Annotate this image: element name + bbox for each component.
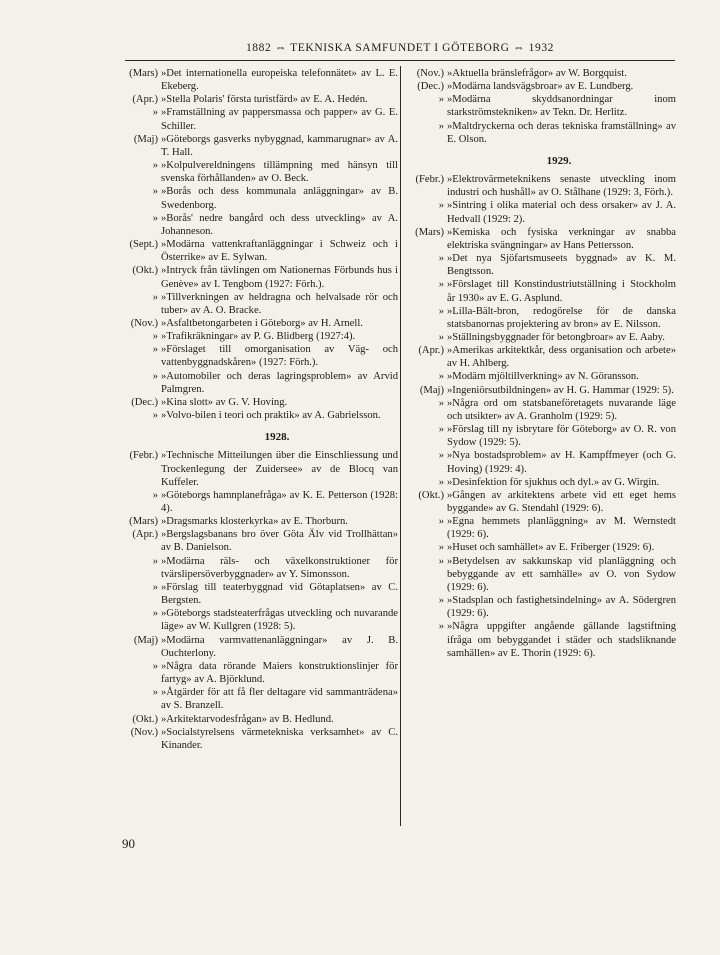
entry-text: »Förslaget till Konstindustriutställning i Stockholm år 1930» av E. G. Asplund.: [447, 279, 676, 304]
entry-month: (Nov.): [130, 726, 158, 738]
entry-text: »Några ord om statsbaneföretagets nuvarande läge och utsikter» av A. Granholm (1929: 5).: [447, 397, 676, 422]
list-item: [404, 384, 676, 397]
list-item: [404, 67, 676, 80]
entry-month: »: [152, 687, 158, 699]
entry-text: »Stadsplan och fastighetsindelning» av A. Södergren (1929: 6).: [447, 595, 676, 620]
entry-month: (Okt.): [132, 713, 158, 725]
entry-text: »Borås och dess kommunala anläggningar» av B. Swedenborg.: [161, 186, 398, 211]
entry-text: »Göteborgs hamnplanefråga» av K. E. Petterson (1928: 4).: [161, 489, 398, 514]
list-item: [118, 713, 398, 726]
entry-text: »Bergslagsbanans bro över Göta Älv vid Trollhättan» av B. Danielson.: [161, 529, 398, 554]
entry-text: »Asfaltbetongarbeten i Göteborg» av H. Arnell.: [161, 317, 363, 329]
entry-month: »: [152, 410, 158, 422]
list-item: [118, 607, 398, 633]
entry-text: »Aktuella bränslefrågor» av W. Borgquist.: [447, 68, 627, 79]
entry-month: »: [438, 516, 444, 528]
list-item: [404, 489, 676, 515]
entry-month: (Nov.): [130, 317, 158, 329]
entry-text: »Förslag till ny isbrytare för Göteborg» av O. R. von Sydow (1929: 5).: [447, 424, 676, 449]
list-item: [118, 686, 398, 712]
entry-month: (Apr.): [132, 529, 158, 541]
entry-month: »: [438, 621, 444, 633]
entry-text: »Ställningsbyggnader för betongbroar» av E. Aaby.: [447, 331, 665, 343]
entry-month: (Sept.): [129, 239, 158, 251]
column-divider: [400, 66, 401, 826]
entry-text: »Nya bostadsproblem» av H. Kampffmeyer (och G. Hoving) (1929: 4).: [447, 450, 676, 475]
entry-month: »: [438, 253, 444, 265]
entry-month: »: [152, 660, 158, 672]
list-item: [118, 330, 398, 343]
entry-text: »Modärna varmvattenanläggningar» av J. B. Ouchterlony.: [161, 634, 398, 659]
list-item: [404, 120, 676, 146]
list-item: [404, 226, 676, 252]
entry-text: »Göteborgs gasverks nybyggnad, kammarugnar» av A. T. Hall.: [161, 133, 398, 158]
entry-text: »Betydelsen av sakkunskap vid planläggning och bebyggande av ett samhälle» av O. von Sydow (1929: 6).: [447, 555, 676, 593]
entry-text: »Några uppgifter angående gällande lagstiftning ifråga om bebyggandet i städer och stadsliknande samhällen» av E. Thorin (1929: 6).: [447, 621, 676, 659]
list-item: [118, 555, 398, 581]
entry-text: »Socialstyrelsens värmetekniska verksamhet» av C. Kinander.: [161, 726, 398, 751]
entry-text: »Volvo-bilen i teori och praktik» av A. Gabrielsson.: [161, 410, 381, 422]
list-item: [118, 515, 398, 528]
list-item: [118, 489, 398, 515]
list-item: [118, 67, 398, 93]
right-column: [404, 67, 676, 660]
list-item: [404, 278, 676, 304]
entry-text: »Göteborgs stadsteaterfrågas utveckling och nuvarande läge» av W. Kullgren (1928: 5).: [161, 608, 398, 633]
entry-text: »Det internationella europeiska telefonnätet» av L. E. Ekeberg.: [161, 68, 398, 93]
entry-month: »: [152, 291, 158, 303]
list-item: [118, 449, 398, 488]
list-item: [404, 80, 676, 93]
list-item: [118, 634, 398, 660]
list-item: [118, 317, 398, 330]
entry-month: »: [152, 608, 158, 620]
entry-month: »: [152, 186, 158, 198]
entry-text: »Gången av arkitektens arbete vid ett eget hems byggande» av G. Stendahl (1929: 6).: [447, 489, 676, 514]
entry-text: »Kemiska och fysiska verkningar av snabba elektriska svängningar» av Hans Pettersson.: [447, 226, 676, 251]
entry-month: »: [152, 489, 158, 501]
list-item: [118, 409, 398, 422]
list-item: [118, 396, 398, 409]
entry-text: »Förslaget till omorganisation av Väg- och vattenbyggnadskåren» (1927: Förh.).: [161, 344, 398, 369]
entry-text: »Amerikas arkitektkår, dess organisation och arbete» av H. Ahlberg.: [447, 345, 676, 370]
running-header: 1882 ⇔ TEKNISKA SAMFUNDET I GÖTEBORG ⇔ 1932: [245, 42, 555, 54]
entry-text: »Sintring i olika material och dess orsaker» av J. A. Hedvall (1929: 2).: [447, 200, 676, 225]
list-item: [118, 370, 398, 396]
entry-month: (Febr.): [415, 174, 444, 186]
list-item: [118, 291, 398, 317]
list-item: [404, 199, 676, 225]
list-item: [404, 555, 676, 594]
list-item: [404, 331, 676, 344]
list-item: [118, 159, 398, 185]
page-number: 90: [122, 836, 135, 851]
left-column: [118, 67, 398, 752]
entry-month: »: [152, 107, 158, 119]
entry-month: »: [152, 331, 158, 343]
list-item: [404, 476, 676, 489]
entry-text: »Modärna skyddsanordningar inom starkströmstekniken» av Tekn. Dr. Herlitz.: [447, 94, 676, 119]
year-heading: 1929.: [546, 154, 572, 167]
entry-text: »Lilla-Bält-bron, redogörelse för de danska statsbanornas projektering av bron» av E. Nilsson.: [447, 305, 676, 330]
entry-month: »: [152, 581, 158, 593]
entry-month: »: [152, 212, 158, 224]
list-item: [404, 305, 676, 331]
entry-text: »Ingeniörsutbildningen» av H. G. Hammar (1929: 5).: [447, 384, 674, 396]
entry-month: (Apr.): [418, 345, 444, 357]
list-item: [404, 173, 676, 199]
entry-text: »Kina slott» av G. V. Hoving.: [161, 396, 288, 408]
entry-text: »Framställning av pappersmassa och papper» av G. E. Schiller.: [161, 107, 398, 132]
entry-month: »: [438, 371, 444, 383]
list-item: [118, 93, 398, 106]
list-item: [118, 581, 398, 607]
entry-month: »: [438, 120, 444, 132]
entry-text: »Modärna vattenkraftanläggningar i Schweiz och i Österrike» av E. Sylwan.: [161, 239, 398, 264]
entry-month: »: [438, 397, 444, 409]
entry-month: (Okt.): [418, 489, 444, 501]
entry-text: »Desinfektion för sjukhus och dyl.» av G. Wirgin.: [447, 476, 660, 488]
entry-month: »: [438, 331, 444, 343]
entry-month: (Dec.): [131, 396, 158, 408]
entry-month: (Maj): [133, 133, 158, 145]
entry-month: »: [438, 595, 444, 607]
entry-text: »Arkitektarvodesfrågan» av B. Hedlund.: [161, 713, 334, 725]
entry-text: »Maltdryckerna och deras tekniska framställning» av E. Olson.: [447, 120, 676, 145]
header-rule: [125, 60, 675, 61]
list-item: [404, 93, 676, 119]
entry-month: »: [152, 370, 158, 382]
list-item: [118, 106, 398, 132]
entry-text: »Modärn mjöltillverkning» av N. Göransson.: [447, 371, 639, 383]
list-item: [404, 397, 676, 423]
entry-month: (Maj): [419, 384, 444, 396]
entry-text: »Huset och samhället» av E. Friberger (1929: 6).: [447, 542, 655, 554]
entry-text: »Det nya Sjöfartsmuseets byggnad» av K. M. Bengtsson.: [447, 253, 676, 278]
entry-month: (Mars): [129, 68, 158, 79]
list-item: [118, 726, 398, 752]
entry-month: (Apr.): [132, 94, 158, 106]
entry-month: »: [152, 160, 158, 172]
list-item: [118, 528, 398, 554]
year-heading: 1928.: [264, 431, 290, 444]
list-item: [404, 252, 676, 278]
entry-text: »Borås' nedre bangård och dess utveckling» av A. Johanneson.: [161, 212, 398, 237]
entry-month: (Nov.): [416, 68, 444, 79]
entry-text: »Stella Polaris' första turistfärd» av E. A. Hedén.: [161, 94, 368, 106]
entry-month: »: [438, 555, 444, 567]
entry-text: »Förslag till teaterbyggnad vid Götaplatsen» av C. Bergsten.: [161, 581, 398, 607]
entry-month: (Dec.): [417, 81, 444, 93]
entry-month: »: [438, 279, 444, 291]
entry-month: (Mars): [415, 226, 444, 238]
list-item: [118, 133, 398, 159]
entry-text: »Trafikräkningar» av P. G. Blidberg (1927:4).: [161, 331, 356, 343]
entry-text: »Intryck från tävlingen om Nationernas Förbunds hus i Genève» av I. Tengbom (1927: Förh.).: [161, 265, 398, 290]
list-item: [404, 594, 676, 620]
list-item: [118, 212, 398, 238]
entry-month: »: [438, 305, 444, 317]
list-item: [404, 515, 676, 541]
entry-month: (Maj): [133, 634, 158, 646]
entry-month: (Okt.): [132, 265, 158, 277]
entry-text: »Egna hemmets planläggning» av M. Wernstedt (1929: 6).: [447, 516, 676, 541]
list-item: [404, 541, 676, 554]
entry-month: (Febr.): [129, 450, 158, 462]
entry-text: »Elektrovärmeteknikens senaste utveckling inom industri och hushåll» av O. Stålhane (1929: 3, Förh.).: [447, 174, 676, 199]
entry-text: »Modärna räls- och växelkonstruktioner för tvärslipersöverbyggnader» av Y. Simonsson.: [161, 555, 398, 580]
entry-text: »Några data rörande Maiers konstruktionslinjer för fartyg» av A. Björklund.: [161, 660, 398, 686]
list-item: [118, 185, 398, 211]
list-item: [118, 660, 398, 686]
entry-text: »Automobiler och deras lagringsproblem» av Arvid Palmgren.: [161, 370, 398, 395]
entry-month: »: [438, 542, 444, 554]
entry-month: »: [438, 424, 444, 436]
entry-text: »Åtgärder för att få fler deltagare vid sammanträdena» av S. Branzell.: [161, 687, 398, 712]
entry-month: »: [438, 200, 444, 212]
entry-month: »: [438, 476, 444, 488]
entry-month: »: [438, 94, 444, 106]
entry-month: »: [438, 450, 444, 462]
entry-text: »Dragsmarks klosterkyrka» av E. Thorburn.: [161, 516, 348, 528]
entry-month: »: [152, 344, 158, 356]
list-item: [118, 238, 398, 264]
list-item: [404, 620, 676, 659]
entry-month: (Mars): [129, 516, 158, 528]
entry-text: »Kolpulvereldningens tillämpning med hänsyn till svenska förhållanden» av O. Beck.: [161, 160, 398, 185]
list-item: [404, 449, 676, 475]
entry-text: »Modärna landsvägsbroar» av E. Lundberg.: [447, 81, 634, 93]
entry-month: »: [152, 555, 158, 567]
list-item: [404, 344, 676, 370]
list-item: [118, 264, 398, 290]
list-item: [404, 423, 676, 449]
list-item: [118, 343, 398, 369]
entry-text: »Tillverkningen av heldragna och helvalsade rör och tuber» av A. O. Bracke.: [161, 291, 398, 316]
list-item: [404, 370, 676, 383]
entry-text: »Technische Mitteilungen über die Einschliessung und Trockenlegung der Zuidersee» av de Blocq van Kuffeler.: [161, 450, 398, 488]
